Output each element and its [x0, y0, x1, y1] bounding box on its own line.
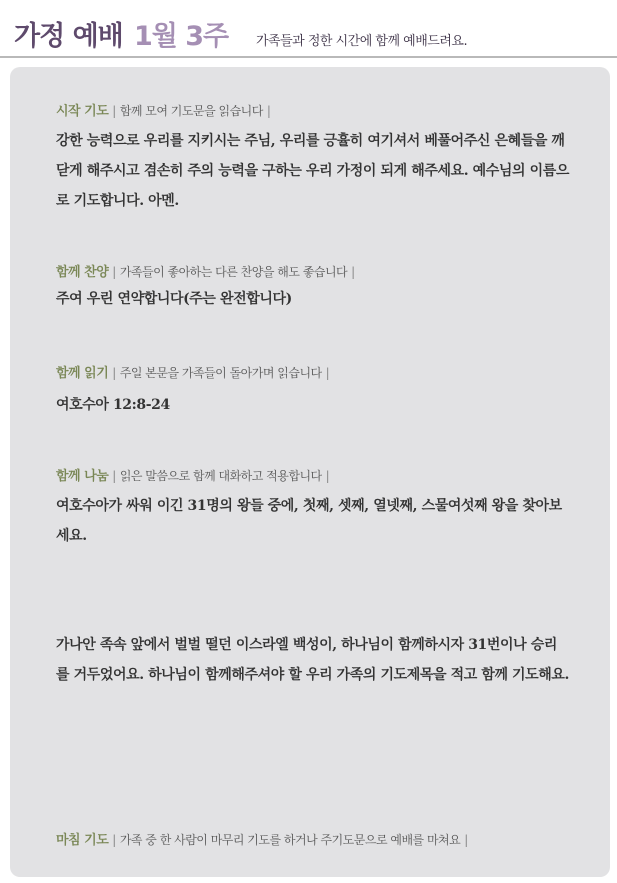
divider-bar: | — [351, 265, 355, 279]
section-label: 마침 기도 — [56, 833, 109, 848]
week-label: 1월 3주 — [134, 21, 229, 52]
section-label: 함께 읽기 — [56, 366, 109, 381]
divider-bar: | — [325, 366, 330, 380]
section-head-closing-prayer — [56, 829, 472, 848]
section-head-opening-prayer — [56, 100, 274, 119]
header-divider — [0, 56, 617, 58]
divider-bar: | — [325, 469, 330, 483]
section-note: 가족들이 좋아하는 다른 찬양을 해도 좋습니다 — [119, 265, 348, 279]
section-head-praise — [56, 261, 359, 280]
section-head-reading — [56, 362, 333, 381]
opening-prayer-text: 강한 능력으로 우리를 지키시는 주님, 우리를 긍휼히 여기셔서 베풀어주신 은혜들을 깨닫게 해주시고 겸손히 주의 능력을 구하는 우리 가정이 되게 해주세요. 예수님의 이름으로 기도합니다. 아멘. — [56, 133, 570, 209]
page-subtitle: 가족들과 정한 시간에 함께 예배드려요. — [256, 34, 468, 49]
scripture-reference: 여호수아 12:8-24 — [56, 397, 170, 413]
sharing-reflection: 가나안 족속 앞에서 벌벌 떨던 이스라엘 백성이, 하나님이 함께하시자 31번이나 승리를 거두었어요. 하나님이 함께해주셔야 할 우리 가족의 기도제목을 적고 함께 기도해요. — [56, 637, 570, 683]
section-head-sharing — [56, 465, 333, 484]
divider-bar: | — [464, 833, 468, 847]
section-label: 함께 나눔 — [56, 469, 109, 484]
divider-bar: | — [266, 104, 271, 118]
section-label: 함께 찬양 — [56, 265, 109, 280]
divider-bar: | — [112, 469, 116, 483]
section-label: 시작 기도 — [56, 104, 109, 119]
page-title: 가정 예배 — [14, 21, 123, 52]
section-note: 주일 본문을 가족들이 돌아가며 읽습니다 — [119, 366, 322, 380]
section-note: 가족 중 한 사람이 마무리 기도를 하거나 주기도문으로 예배를 마쳐요 — [119, 833, 461, 847]
divider-bar: | — [112, 833, 116, 847]
divider-bar: | — [112, 366, 116, 380]
sharing-question: 여호수아가 싸워 이긴 31명의 왕들 중에, 첫째, 셋째, 열넷째, 스물여섯째 왕을 찾아보세요. — [56, 498, 562, 544]
section-note: 함께 모여 기도문을 읽습니다 — [119, 104, 263, 118]
divider-bar: | — [112, 104, 116, 118]
praise-song-title: 주여 우린 연약합니다(주는 완전합니다) — [56, 291, 292, 307]
section-note: 읽은 말씀으로 함께 대화하고 적용합니다 — [119, 469, 322, 483]
page-header — [0, 0, 617, 58]
divider-bar: | — [112, 265, 116, 279]
